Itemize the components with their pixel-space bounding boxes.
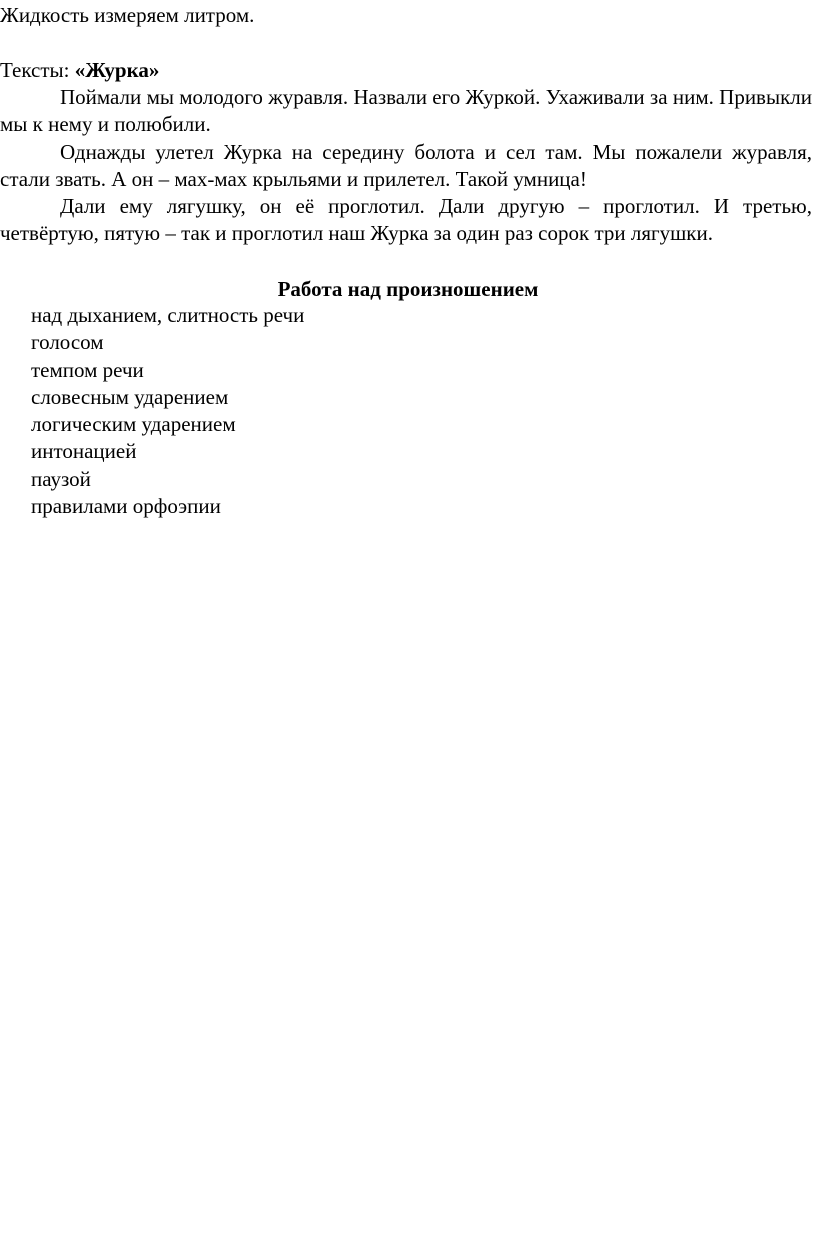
list-item: правилами орфоэпии	[31, 494, 221, 519]
story-paragraph: Поймали мы молодого журавля. Назвали его Журкой. Ухаживали за ним. Привыкли мы к нему и полюбили.	[0, 85, 812, 137]
list-item: над дыханием, слитность речи	[31, 303, 305, 327]
pronunciation-list	[31, 302, 304, 520]
intro-line: Жидкость измеряем литром.	[0, 3, 255, 27]
list-item: голосом	[31, 330, 104, 355]
texts-heading	[0, 57, 159, 84]
list-item: темпом речи	[31, 357, 144, 382]
list-item: интонацией	[31, 439, 137, 464]
pronunciation-title: Работа над произношением	[277, 277, 539, 301]
story-body	[0, 84, 812, 248]
texts-label: Тексты:	[0, 58, 75, 82]
story-title: «Журка»	[74, 58, 160, 82]
list-item: паузой	[31, 466, 91, 491]
story-paragraph: Однажды улетел Журка на середину болота и сел там. Мы пожалели журавля, стали звать. А он – мах-мах крыльями и прилетел. Такой умница!	[0, 139, 812, 191]
story-paragraph: Дали ему лягушку, он её проглотил. Дали другую – проглотил. И третью, четвёртую, пятую – так и проглотил наш Журка за один раз сорок три лягушки.	[0, 194, 812, 246]
list-item: логическим ударением	[31, 412, 236, 437]
list-item: словесным ударением	[31, 384, 229, 409]
